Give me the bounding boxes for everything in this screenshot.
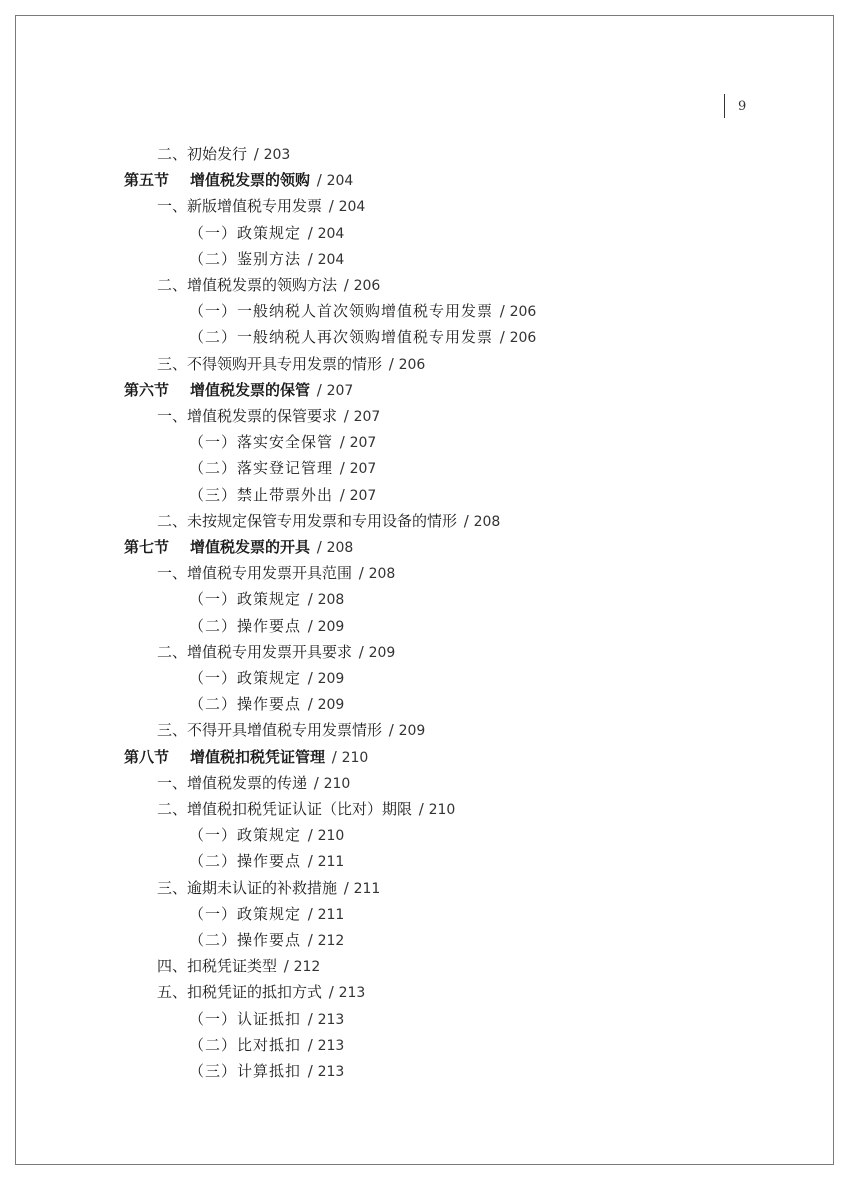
toc-section-label: 第八节 xyxy=(124,748,170,766)
toc-entry-title: （一）政策规定 xyxy=(189,905,302,923)
toc-entry[interactable] xyxy=(157,143,290,165)
toc-entry-title: 二、增值税扣税凭证认证（比对）期限 xyxy=(157,800,413,818)
toc-page-number: 211 xyxy=(317,854,345,870)
page-number-rule xyxy=(724,94,725,118)
toc-separator: / xyxy=(303,1062,318,1080)
toc-page-number: 211 xyxy=(317,907,345,923)
toc-separator: / xyxy=(303,852,318,870)
toc-section-heading[interactable] xyxy=(124,746,368,768)
toc-page-number: 209 xyxy=(398,723,426,739)
toc-page-number: 210 xyxy=(428,802,456,818)
toc-page-number: 208 xyxy=(317,592,345,608)
toc-page-number: 209 xyxy=(317,619,345,635)
toc-page-number: 213 xyxy=(338,985,366,1001)
toc-entry-title: （二）操作要点 xyxy=(189,931,302,949)
toc-entry[interactable] xyxy=(157,562,395,584)
toc-page-number: 204 xyxy=(317,252,345,268)
toc-separator: / xyxy=(414,800,429,818)
toc-entry[interactable] xyxy=(189,824,344,846)
toc-entry-title: 五、扣税凭证的抵扣方式 xyxy=(157,983,323,1001)
toc-entry-title: （一）政策规定 xyxy=(189,826,302,844)
toc-page-number: 213 xyxy=(317,1012,345,1028)
toc-entry[interactable] xyxy=(189,1008,344,1030)
toc-page-number: 207 xyxy=(349,435,377,451)
toc-entry-title: （一）政策规定 xyxy=(189,590,302,608)
toc-entry-title: （二）操作要点 xyxy=(189,617,302,635)
toc-section-heading[interactable] xyxy=(124,169,353,191)
toc-separator: / xyxy=(303,1036,318,1054)
toc-entry[interactable] xyxy=(157,981,365,1003)
toc-entry-title: （二）鉴别方法 xyxy=(189,250,302,268)
toc-page-number: 213 xyxy=(317,1064,345,1080)
toc-entry[interactable] xyxy=(157,877,380,899)
toc-entry-title: 一、增值税专用发票开具范围 xyxy=(157,564,353,582)
toc-separator: / xyxy=(384,721,399,739)
toc-entry[interactable] xyxy=(189,248,344,270)
toc-separator: / xyxy=(303,931,318,949)
toc-page-number: 213 xyxy=(317,1038,345,1054)
toc-separator: / xyxy=(303,905,318,923)
toc-page-number: 210 xyxy=(317,828,345,844)
toc-entry[interactable] xyxy=(157,798,455,820)
toc-page-number: 203 xyxy=(263,147,291,163)
toc-entry[interactable] xyxy=(157,510,500,532)
toc-separator: / xyxy=(303,826,318,844)
toc-entry[interactable] xyxy=(157,353,425,375)
toc-section-label: 第七节 xyxy=(124,538,170,556)
toc-entry-title: （一）落实安全保管 xyxy=(189,433,334,451)
toc-separator: / xyxy=(312,381,327,399)
toc-separator: / xyxy=(303,617,318,635)
toc-page-number: 204 xyxy=(317,226,345,242)
toc-separator: / xyxy=(324,197,339,215)
toc-entry-title: 二、增值税专用发票开具要求 xyxy=(157,643,353,661)
toc-entry[interactable] xyxy=(189,850,344,872)
toc-entry[interactable] xyxy=(189,431,376,453)
toc-entry-title: （二）落实登记管理 xyxy=(189,459,334,477)
toc-page-number: 204 xyxy=(338,199,366,215)
toc-separator: / xyxy=(335,486,350,504)
toc-entry[interactable] xyxy=(189,693,344,715)
toc-entry-title: 一、增值税发票的保管要求 xyxy=(157,407,338,425)
toc-entry-title: （一）政策规定 xyxy=(189,669,302,687)
toc-section-title: 增值税发票的领购 xyxy=(190,171,311,189)
toc-section-label: 第五节 xyxy=(124,171,170,189)
toc-entry[interactable] xyxy=(189,1034,344,1056)
toc-separator: / xyxy=(303,250,318,268)
toc-entry[interactable] xyxy=(189,667,344,689)
toc-page-number: 207 xyxy=(353,409,381,425)
page-number: 9 xyxy=(738,99,747,114)
toc-entry[interactable] xyxy=(157,195,365,217)
toc-entry-title: 三、逾期未认证的补救措施 xyxy=(157,879,338,897)
toc-separator: / xyxy=(303,224,318,242)
toc-entry-title: （三）禁止带票外出 xyxy=(189,486,334,504)
toc-page-number: 209 xyxy=(317,671,345,687)
toc-page-number: 204 xyxy=(326,173,354,189)
toc-entry-title: 四、扣税凭证类型 xyxy=(157,957,278,975)
toc-separator: / xyxy=(309,774,324,792)
toc-page-number: 206 xyxy=(509,330,537,346)
toc-section-label: 第六节 xyxy=(124,381,170,399)
toc-separator: / xyxy=(312,538,327,556)
toc-entry[interactable] xyxy=(189,484,376,506)
toc-page-number: 212 xyxy=(317,933,345,949)
toc-entry[interactable] xyxy=(157,641,395,663)
toc-separator: / xyxy=(279,957,294,975)
toc-entry[interactable] xyxy=(189,929,344,951)
toc-entry-title: （二）操作要点 xyxy=(189,695,302,713)
toc-separator: / xyxy=(335,433,350,451)
toc-page-number: 206 xyxy=(509,304,537,320)
toc-entry-title: 二、初始发行 xyxy=(157,145,248,163)
toc-entry[interactable] xyxy=(157,274,380,296)
toc-entry[interactable] xyxy=(157,719,425,741)
toc-separator: / xyxy=(339,276,354,294)
toc-page-number: 212 xyxy=(293,959,321,975)
toc-page-number: 208 xyxy=(368,566,396,582)
toc-separator: / xyxy=(327,748,342,766)
toc-page-number: 207 xyxy=(349,488,377,504)
toc-separator: / xyxy=(303,669,318,687)
toc-entry[interactable] xyxy=(189,615,344,637)
toc-separator: / xyxy=(249,145,264,163)
toc-page-number: 207 xyxy=(349,461,377,477)
toc-separator: / xyxy=(459,512,474,530)
toc-entry-title: （二）一般纳税人再次领购增值税专用发票 xyxy=(189,328,494,346)
toc-entry[interactable] xyxy=(157,772,350,794)
toc-separator: / xyxy=(339,879,354,897)
toc-entry-title: （二）比对抵扣 xyxy=(189,1036,302,1054)
toc-section-title: 增值税发票的保管 xyxy=(190,381,311,399)
toc-separator: / xyxy=(495,302,510,320)
toc-entry[interactable] xyxy=(157,405,380,427)
toc-entry-title: 一、增值税发票的传递 xyxy=(157,774,308,792)
toc-page-number: 206 xyxy=(353,278,381,294)
toc-page-number: 210 xyxy=(341,750,369,766)
toc-separator: / xyxy=(303,1010,318,1028)
toc-entry[interactable] xyxy=(189,457,376,479)
toc-entry-title: 三、不得领购开具专用发票的情形 xyxy=(157,355,383,373)
toc-section-title: 增值税扣税凭证管理 xyxy=(190,748,326,766)
toc-entry-title: （一）认证抵扣 xyxy=(189,1010,302,1028)
toc-separator: / xyxy=(335,459,350,477)
toc-section-heading[interactable] xyxy=(124,379,353,401)
toc-page-number: 210 xyxy=(323,776,351,792)
toc-page-number: 207 xyxy=(326,383,354,399)
toc-separator: / xyxy=(324,983,339,1001)
toc-entry-title: （一）政策规定 xyxy=(189,224,302,242)
toc-page-number: 208 xyxy=(473,514,501,530)
toc-page-number: 208 xyxy=(326,540,354,556)
toc-page-number: 206 xyxy=(398,357,426,373)
toc-entry[interactable] xyxy=(189,326,536,348)
toc-entry-title: （三）计算抵扣 xyxy=(189,1062,302,1080)
toc-section-title: 增值税发票的开具 xyxy=(190,538,311,556)
toc-separator: / xyxy=(303,695,318,713)
toc-entry-title: （一）一般纳税人首次领购增值税专用发票 xyxy=(189,302,494,320)
toc-entry-title: 二、未按规定保管专用发票和专用设备的情形 xyxy=(157,512,458,530)
toc-page-number: 211 xyxy=(353,881,381,897)
toc-page-number: 209 xyxy=(317,697,345,713)
toc-section-heading[interactable] xyxy=(124,536,353,558)
toc-entry[interactable] xyxy=(157,955,320,977)
toc-separator: / xyxy=(312,171,327,189)
toc-separator: / xyxy=(354,564,369,582)
toc-separator: / xyxy=(384,355,399,373)
toc-page-number: 209 xyxy=(368,645,396,661)
toc-entry-title: 一、新版增值税专用发票 xyxy=(157,197,323,215)
toc-entry[interactable] xyxy=(189,1060,344,1082)
toc-entry[interactable] xyxy=(189,222,344,244)
toc-entry-title: （二）操作要点 xyxy=(189,852,302,870)
toc-entry[interactable] xyxy=(189,300,536,322)
toc-entry-title: 三、不得开具增值税专用发票情形 xyxy=(157,721,383,739)
toc-entry[interactable] xyxy=(189,903,344,925)
toc-entry-title: 二、增值税发票的领购方法 xyxy=(157,276,338,294)
toc-separator: / xyxy=(339,407,354,425)
toc-separator: / xyxy=(495,328,510,346)
toc-separator: / xyxy=(354,643,369,661)
toc-separator: / xyxy=(303,590,318,608)
toc-entry[interactable] xyxy=(189,588,344,610)
